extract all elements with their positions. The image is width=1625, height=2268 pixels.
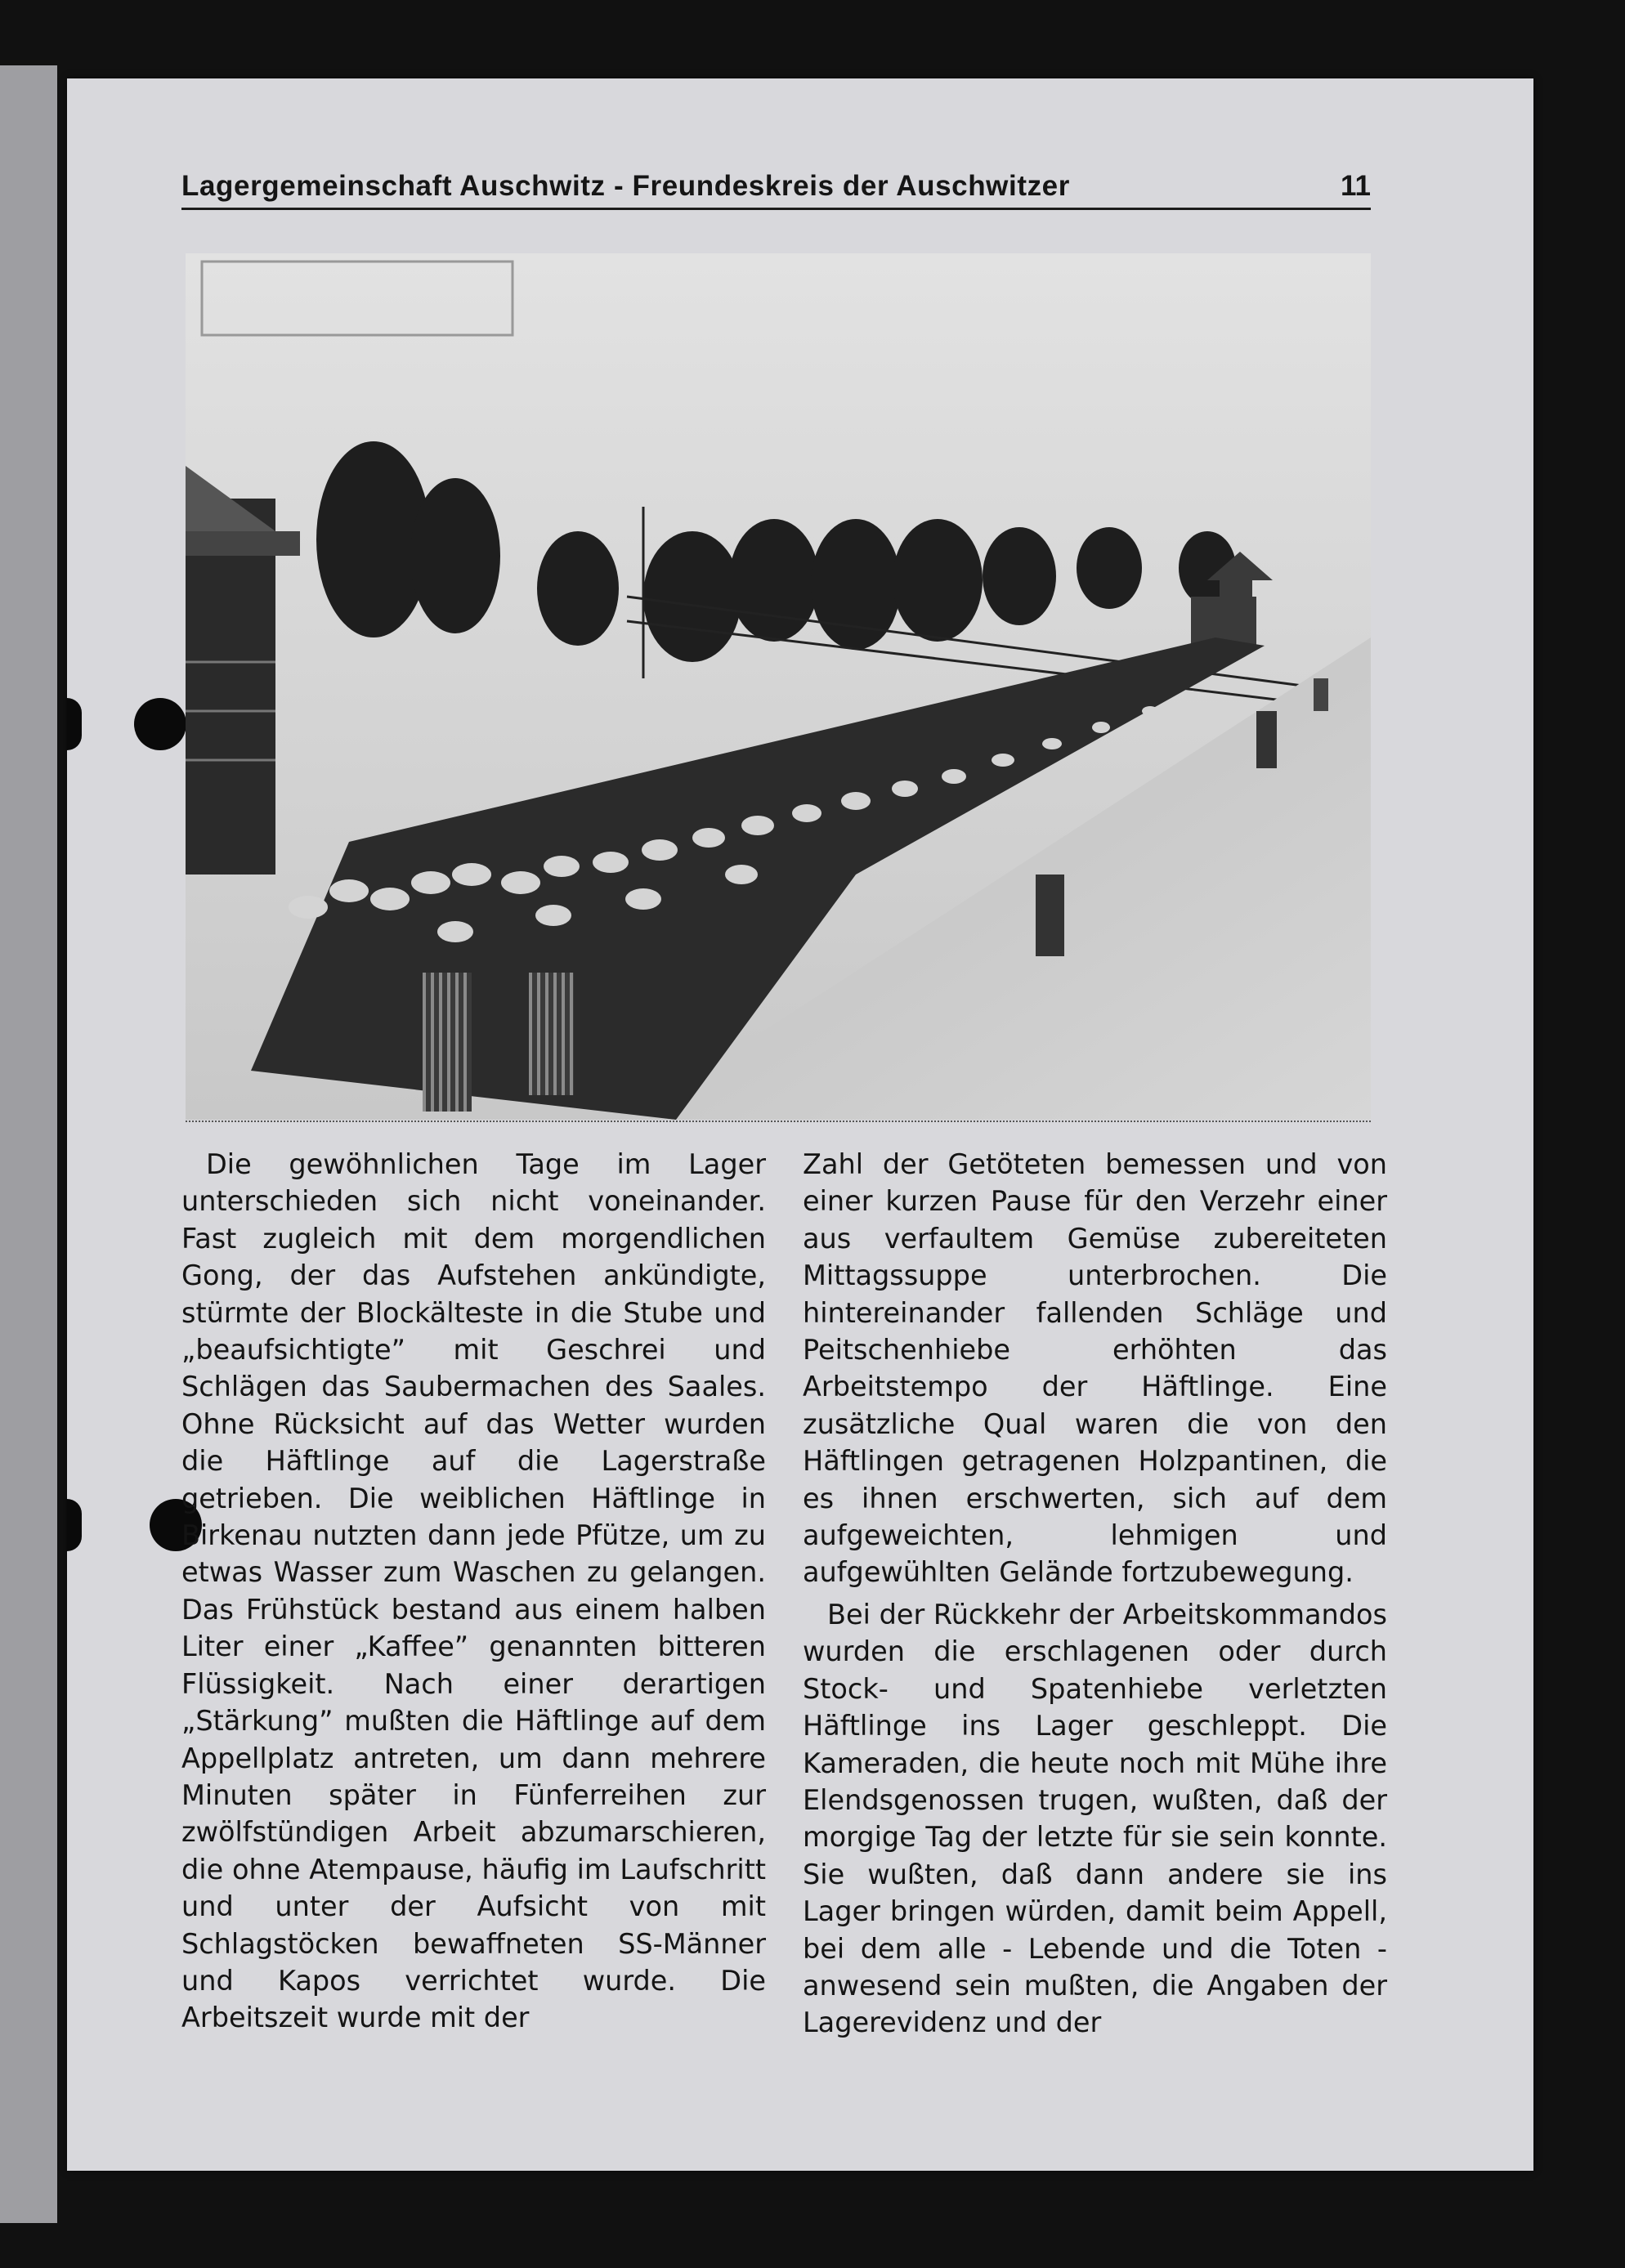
page-number: 11 (1341, 170, 1371, 202)
article-right-column (803, 1146, 1387, 2042)
binder-hole-notch (67, 698, 82, 750)
binder-hole (134, 698, 186, 750)
photo-border (186, 1121, 1371, 1122)
running-header (181, 167, 1371, 210)
paragraph: Die gewöhnlichen Tage im Lager unterschieden sich nicht voneinander. Fast zugleich mit dem morgendlichen Gong, der das Aufstehen ankündigte, stürmte der Blockälteste in die Stube und „beaufsichtigte” mit Geschrei und Schlägen das Saubermachen des Saales. Ohne Rücksicht auf das Wetter wurden die Häftlinge auf die Lagerstraße getrieben. Die weiblichen Häftlinge in Birkenau nutzten dann jede Pfütze, um zu etwas Wasser zum Waschen zu gelangen. Das Frühstück bestand aus einem halben Liter einer „Kaffee” genannten bitteren Flüssigkeit. Nach einer derartigen „Stärkung” mußten die Häftlinge auf dem Appellplatz antreten, um dann mehrere Minuten später in Fünferreihen zur zwölfstündigen Arbeit abzumarschieren, die ohne Atempause, häufig im Laufschritt und unter der Aufsicht von mit Schlagstöcken bewaffneten SS-Männer und Kapos verrichtet wurde. Die Arbeitszeit wurde mit der (181, 1148, 766, 2034)
article-left-column (181, 1146, 766, 2037)
facing-page-edge (0, 65, 57, 2223)
document-page (67, 78, 1533, 2171)
header-title: Lagergemeinschaft Auschwitz - Freundeskreis der Auschwitzer (181, 170, 1070, 202)
paragraph: Bei der Rückkehr der Arbeitskommandos wurden die erschlagenen oder durch Stock- und Spatenhiebe verletzten Häftlinge ins Lager geschleppt. Die Kameraden, die heute noch mit Mühe ihre Elendsgenossen trugen, wußten, daß der morgige Tag der letzte für sie sein konnte. Sie wußten, daß dann andere sie ins Lager bringen würden, damit beim Appell, bei dem alle - Lebende und die Toten - anwesend sein mußten, die Angaben der Lagerevidenz und der (803, 1598, 1387, 2039)
paragraph: Zahl der Getöteten bemessen und von einer kurzen Pause für den Verzehr einer aus verfaultem Gemüse zubereiteten Mittagssuppe unterbrochen. Die hintereinander fallenden Schläge und Peitschenhiebe erhöhten das Arbeitstempo der Häftlinge. Eine zusätzliche Qual waren die von den Häftlingen getragenen Holzpantinen, die es ihnen erschwerten, sich auf dem aufgeweichten, lehmigen und aufgewühlten Gelände fortzubewegung. (803, 1148, 1387, 1589)
historical-photo (186, 253, 1371, 1120)
binder-hole-notch (67, 1499, 82, 1551)
